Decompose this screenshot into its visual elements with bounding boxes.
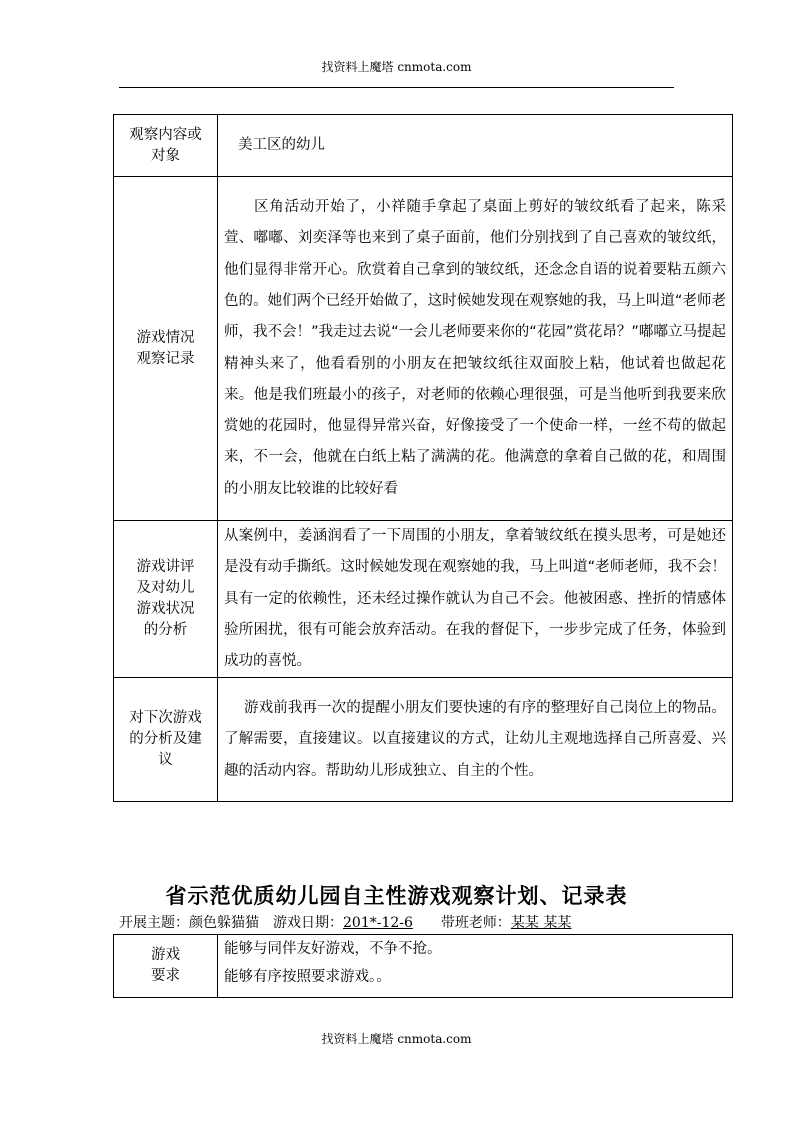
content-text: 区角活动开始了，小祥随手拿起了桌面上剪好的皱纹纸看了起来，陈采萱、嘟嘟、刘奕泽等也来到了桌子面前，他们分别找到了自己喜欢的皱纹纸，他们显得非常开心。欣赏着自己拿到的皱纹纸，还念念自语的说着要粘五颜六色的。她们两个已经开始做了，这时候她发现在观察她的我，马上叫道“老师老师，我不会！”我走过去说“一会儿老师要来你的“花园”赏花昂？”嘟嘟立马提起精神头来了，他看看别的小朋友在把皱纹纸往双面胶上粘，他试着也做起花来。他是我们班最小的孩子，对老师的依赖心理很强，可是当他听到我要来欣赏她的花园时，他显得异常兴奋，好像接受了一个使命一样，一丝不苟的做起来，不一会，他就在白纸上粘了满满的花。他满意的拿着自己做的花，和周围的小朋友比较谁的比较好看: [224, 199, 726, 497]
page-header: 找资料上魔塔 cnmota.com: [321, 60, 472, 74]
content-text: 从案例中，姜涵润看了一下周围的小朋友，拿着皱纹纸在摸头思考，可是她还是没有动手撕纸。这时候她发现在观察她的我，马上叫道“老师老师，我不会！具有一定的依赖性，还未经过操作就认为自己不会。他被困惑、挫折的情感体验所困扰，很有可能会放弃活动。在我的督促下，一步步完成了任务，体验到成功的喜悦。: [224, 528, 726, 670]
row-content: [218, 678, 733, 802]
content-text: 美工区的幼儿: [238, 136, 325, 153]
label-text: 游戏讲评及对幼儿游戏状况的分析: [136, 559, 195, 639]
row-content: [218, 177, 733, 521]
row-label: [114, 935, 218, 998]
row-label: [114, 678, 218, 802]
date-label: 游戏日期：: [273, 915, 343, 931]
table-row: [114, 678, 733, 802]
content-text: 能够有序按照要求游戏。。: [224, 969, 391, 985]
plan-meta: [119, 912, 571, 932]
teacher-value: 某某 某某: [510, 915, 572, 931]
label-text: 游戏情况观察记录: [136, 329, 195, 367]
row-content: [218, 935, 733, 998]
row-label: [114, 521, 218, 678]
row-label: [114, 115, 218, 177]
section-title: 省示范优质幼儿园自主性游戏观察计划、记录表: [165, 883, 628, 908]
header-divider: [119, 87, 674, 88]
theme-value: 颜色躲猫猫: [189, 915, 259, 931]
label-text: 游戏要求: [151, 947, 180, 984]
plan-table: [113, 934, 733, 998]
teacher-label: 带班老师：: [440, 915, 511, 931]
date-value: 201*-12-6: [343, 915, 413, 931]
content-text: 游戏前我再一次的提醒小朋友们要快速的有序的整理好自己岗位上的物品。了解需要，直接建议。以直接建议的方式，让幼儿主观地选择自己所喜爱、兴趣的活动内容。帮助幼儿形成独立、自主的个性。: [224, 700, 726, 779]
row-content: [218, 115, 733, 177]
label-text: 对下次游戏的分析及建议: [129, 710, 202, 769]
label-text: 观察内容或对象: [129, 126, 202, 164]
observation-table: [113, 114, 733, 802]
table-row: [114, 935, 733, 998]
content-text: 能够与同伴友好游戏，不争不抢。: [224, 941, 442, 957]
row-label: [114, 177, 218, 521]
page-footer: 找资料上魔塔 cnmota.com: [321, 1032, 472, 1046]
table-row: [114, 115, 733, 177]
row-content: [218, 521, 733, 678]
table-row: [114, 521, 733, 678]
table-row: [114, 177, 733, 521]
theme-label: 开展主题：: [119, 915, 189, 931]
